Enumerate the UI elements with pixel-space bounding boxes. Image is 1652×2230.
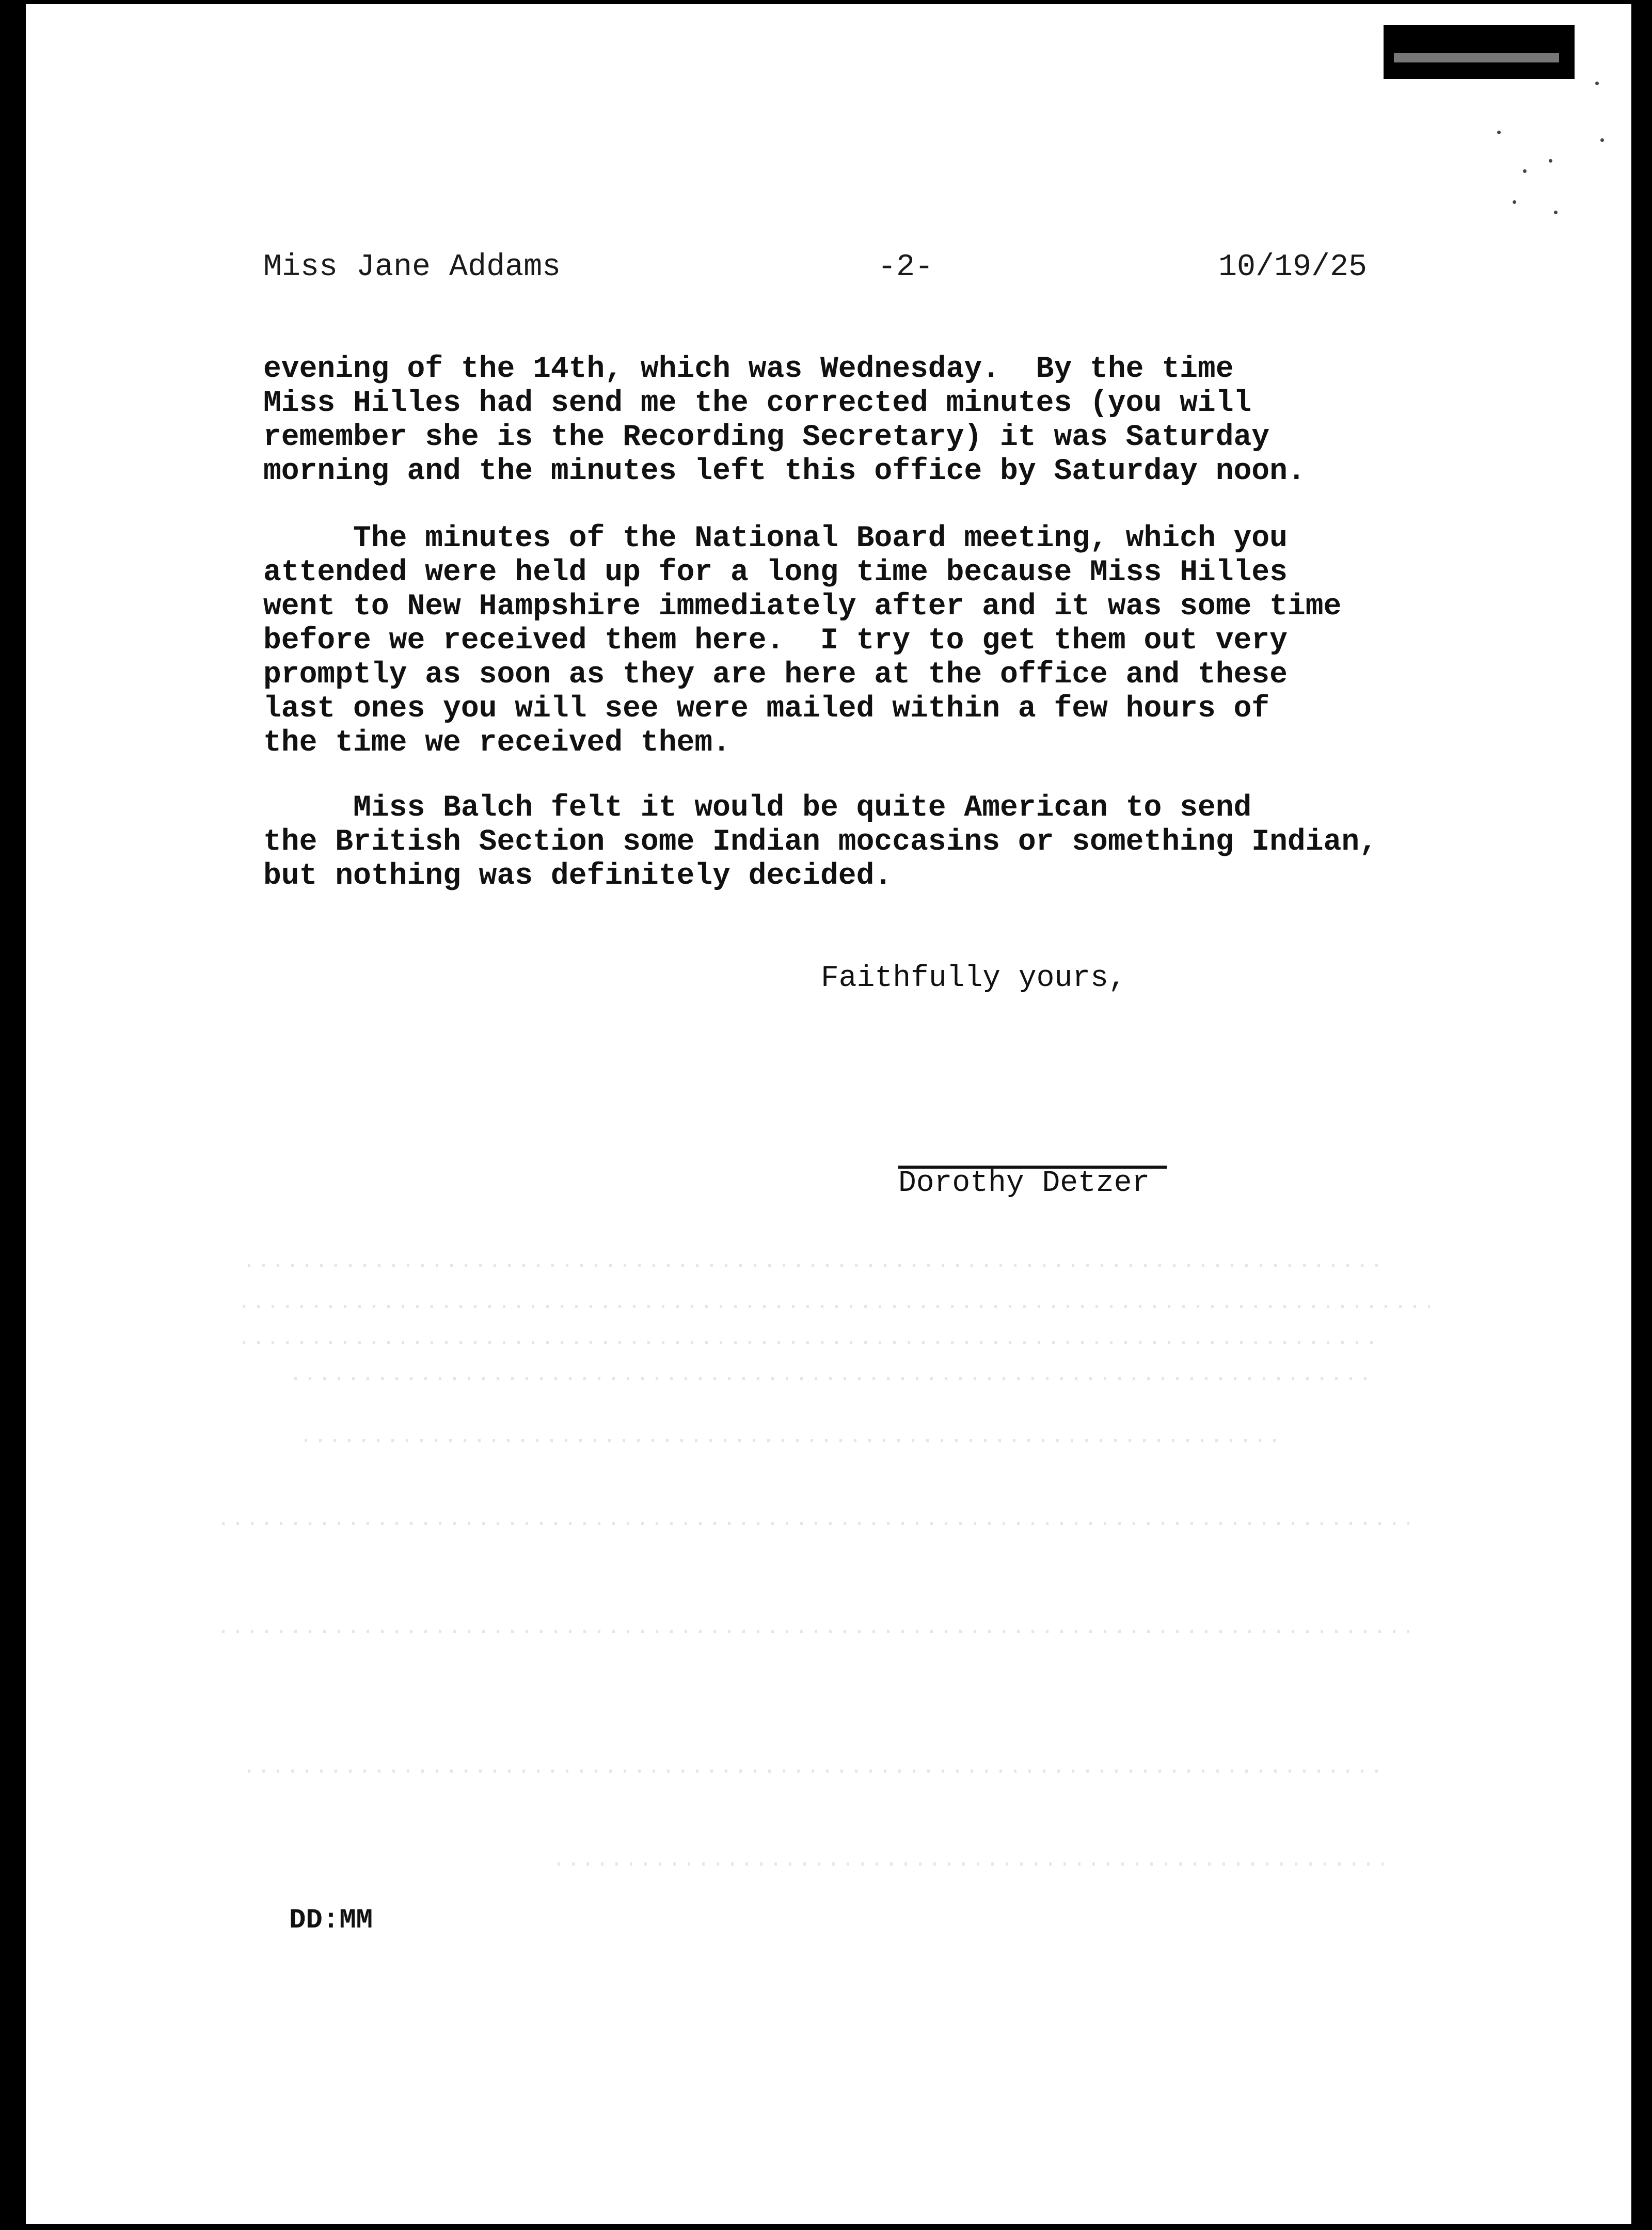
bleed-through-text — [243, 1341, 1378, 1344]
bleed-through-text — [558, 1862, 1384, 1866]
text-line: evening of the 14th, which was Wednesday. By the time — [263, 353, 1234, 386]
paragraph-1 — [263, 353, 1544, 489]
scan-edge-mark — [1384, 25, 1575, 79]
bleed-through-text — [305, 1439, 1285, 1442]
text-line: went to New Hampshire immediately after and it was some time — [263, 590, 1342, 624]
bleed-through-text — [243, 1305, 1430, 1308]
text-line: remember she is the Recording Secretary) it was Saturday — [263, 421, 1270, 454]
text-line: but nothing was definitely decided. — [263, 859, 893, 893]
bleed-through-text — [222, 1630, 1409, 1633]
paragraph-3 — [263, 791, 1544, 894]
text-line: the time we received them. — [263, 726, 730, 760]
letter-page — [26, 4, 1631, 2224]
text-line: the British Section some Indian moccasins or something Indian, — [263, 825, 1377, 859]
text-line: before we received them here. I try to get them out very — [263, 624, 1288, 658]
letter-date: 10/19/25 — [1218, 250, 1368, 285]
bleed-through-text — [294, 1377, 1378, 1380]
text-line: Miss Hilles had send me the corrected minutes (you will — [263, 387, 1252, 420]
text-line: attended were held up for a long time because Miss Hilles — [263, 556, 1288, 590]
signer-name: Dorothy Detzer — [898, 1167, 1150, 1200]
page-number: -2- — [878, 250, 934, 285]
text-line: Miss Balch felt it would be quite American to send — [263, 791, 1252, 825]
bleed-through-text — [248, 1770, 1384, 1773]
closing: Faithfully yours, — [821, 962, 1126, 995]
text-line: last ones you will see were mailed within a few hours of — [263, 692, 1270, 726]
text-line: promptly as soon as they are here at the office and these — [263, 658, 1288, 692]
paragraph-2 — [263, 522, 1544, 760]
text-line: The minutes of the National Board meeting, which you — [263, 522, 1288, 555]
bleed-through-text — [222, 1522, 1409, 1525]
bleed-through-text — [248, 1264, 1384, 1267]
recipient-name: Miss Jane Addams — [263, 250, 561, 285]
text-line: morning and the minutes left this office by Saturday noon. — [263, 455, 1306, 488]
reference-initials: DD:MM — [289, 1905, 373, 1936]
